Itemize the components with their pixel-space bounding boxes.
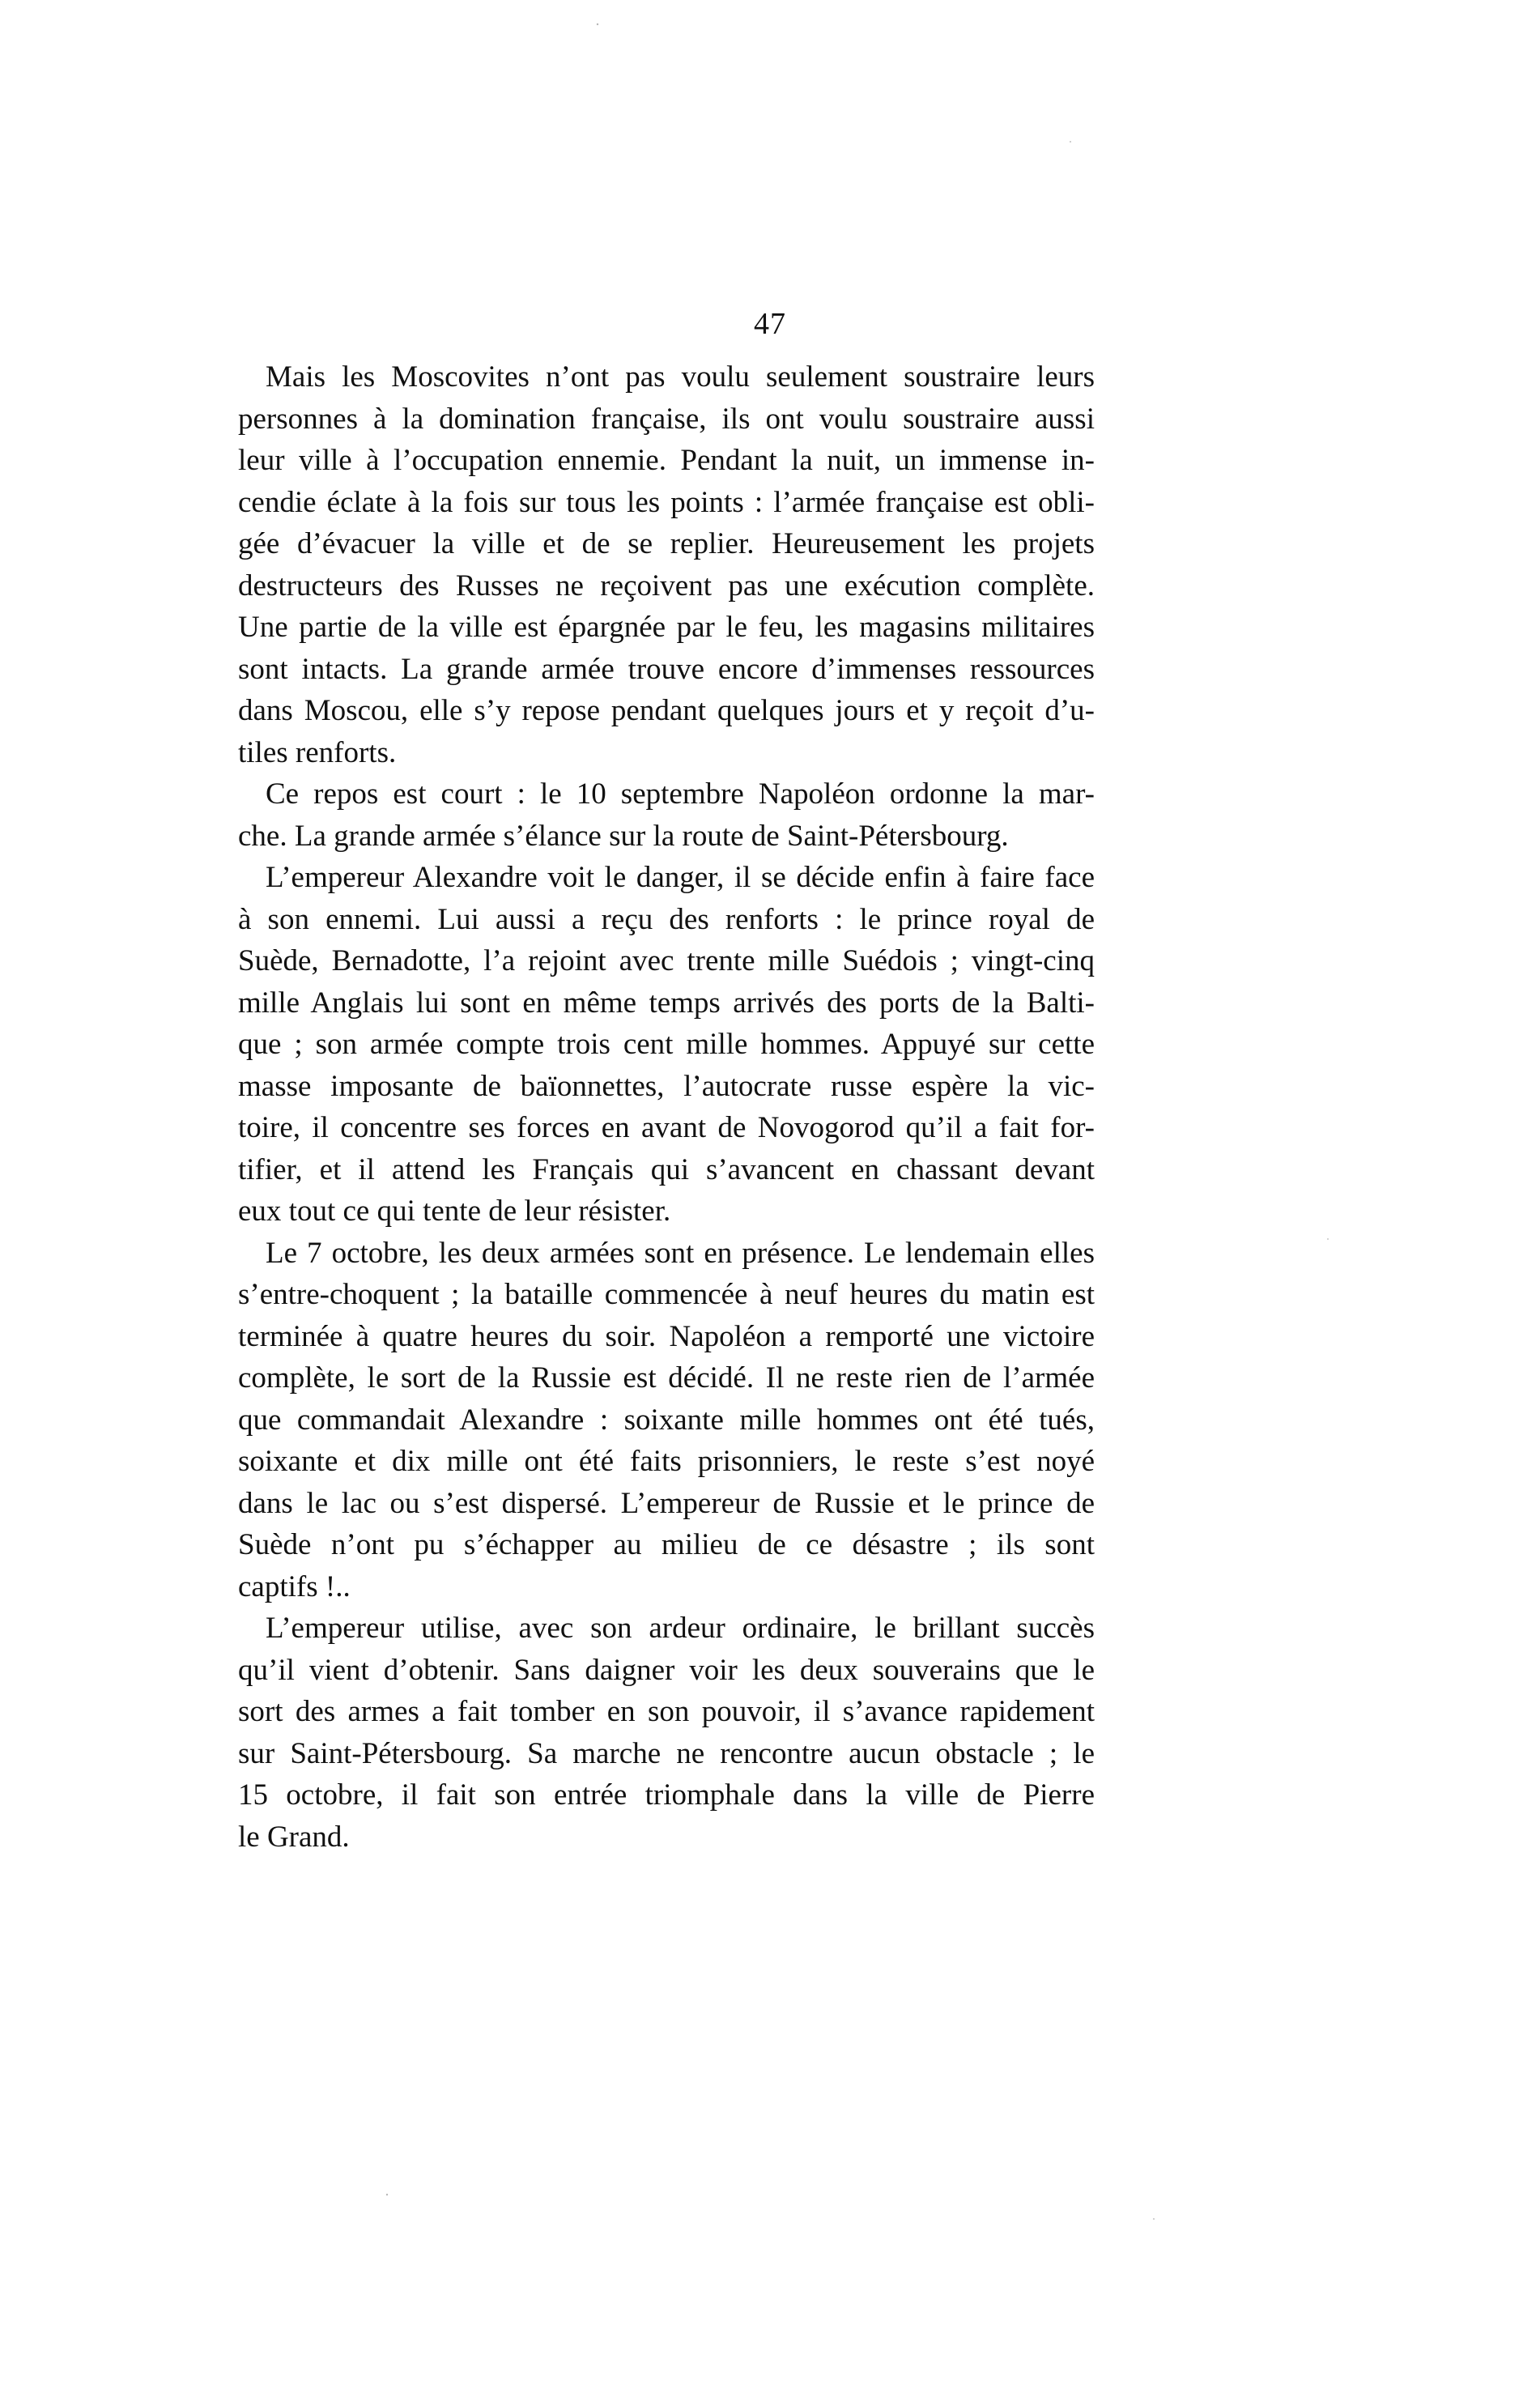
text-line: le Grand. bbox=[238, 1820, 350, 1854]
speck bbox=[1070, 141, 1071, 143]
text-line: sort des armes a fait tomber en son pouvoir, il s’avance rapidement bbox=[238, 1695, 1095, 1728]
text-line: captifs !.. bbox=[238, 1569, 351, 1603]
text-line: qu’il vient d’obtenir. Sans daigner voir les deux souverains que le bbox=[238, 1653, 1095, 1687]
speck bbox=[597, 23, 598, 25]
text-line: dans le lac ou s’est dispersé. L’empereur de Russie et le prince de bbox=[238, 1486, 1095, 1520]
text-line: s’entre-choquent ; la bataille commencée à neuf heures du matin est bbox=[238, 1278, 1095, 1311]
text-line: soixante et dix mille ont été faits prisonniers, le reste s’est noyé bbox=[238, 1445, 1095, 1478]
text-line: toire, il concentre ses forces en avant de Novogorod qu’il a fait for- bbox=[238, 1111, 1095, 1144]
text-line: che. La grande armée s’élance sur la route de Saint-Pétersbourg. bbox=[238, 819, 1009, 853]
text-line: Le 7 octobre, les deux armées sont en présence. Le lendemain elles bbox=[266, 1236, 1095, 1270]
text-line: L’empereur Alexandre voit le danger, il se décide enfin à faire face bbox=[266, 861, 1095, 894]
text-line: tiles renforts. bbox=[238, 735, 397, 769]
text-line: leur ville à l’occupation ennemie. Pendant la nuit, un immense in- bbox=[238, 444, 1095, 477]
text-line: eux tout ce qui tente de leur résister. bbox=[238, 1194, 671, 1228]
text-line: mille Anglais lui sont en même temps arrivés des ports de la Balti- bbox=[238, 986, 1095, 1020]
text-line: cendie éclate à la fois sur tous les points : l’armée française est obli- bbox=[238, 485, 1095, 519]
page-number: 47 bbox=[754, 307, 786, 341]
text-line: sur Saint-Pétersbourg. Sa marche ne rencontre aucun obstacle ; le bbox=[238, 1736, 1095, 1770]
speck bbox=[1153, 2218, 1155, 2220]
text-line: personnes à la domination française, ils ont voulu soustraire aussi bbox=[238, 402, 1095, 436]
text-line: dans Moscou, elle s’y repose pendant quelques jours et y reçoit d’u- bbox=[238, 694, 1095, 727]
text-line: Ce repos est court : le 10 septembre Napoléon ordonne la mar- bbox=[266, 777, 1095, 811]
text-line: Mais les Moscovites n’ont pas voulu seulement soustraire leurs bbox=[266, 360, 1095, 394]
text-line: terminée à quatre heures du soir. Napoléon a remporté une victoire bbox=[238, 1319, 1095, 1353]
text-line: gée d’évacuer la ville et de se replier. Heureusement les projets bbox=[238, 527, 1095, 560]
text-line: sont intacts. La grande armée trouve encore d’immenses ressources bbox=[238, 652, 1095, 686]
body-text bbox=[238, 356, 1095, 1858]
text-line: Suède, Bernadotte, l’a rejoint avec trente mille Suédois ; vingt-cinq bbox=[238, 944, 1095, 977]
text-line: Une partie de la ville est épargnée par le feu, les magasins militaires bbox=[238, 611, 1095, 644]
speck bbox=[386, 2194, 388, 2195]
text-line: à son ennemi. Lui aussi a reçu des renforts : le prince royal de bbox=[238, 902, 1095, 936]
text-line: complète, le sort de la Russie est décidé. Il ne reste rien de l’armée bbox=[238, 1361, 1095, 1395]
text-line: tifier, et il attend les Français qui s’avancent en chassant devant bbox=[238, 1152, 1095, 1186]
text-line: L’empereur utilise, avec son ardeur ordinaire, le brillant succès bbox=[266, 1612, 1095, 1645]
text-line: masse imposante de baïonnettes, l’autocrate russe espère la vic- bbox=[238, 1069, 1095, 1103]
text-line: 15 octobre, il fait son entrée triomphale dans la ville de Pierre bbox=[238, 1778, 1095, 1812]
text-line: destructeurs des Russes ne reçoivent pas une exécution complète. bbox=[238, 569, 1095, 603]
text-line: que commandait Alexandre : soixante mille hommes ont été tués, bbox=[238, 1403, 1095, 1437]
text-line: Suède n’ont pu s’échapper au milieu de ce désastre ; ils sont bbox=[238, 1528, 1095, 1561]
text-line: que ; son armée compte trois cent mille hommes. Appuyé sur cette bbox=[238, 1028, 1095, 1061]
speck bbox=[1327, 1238, 1329, 1240]
